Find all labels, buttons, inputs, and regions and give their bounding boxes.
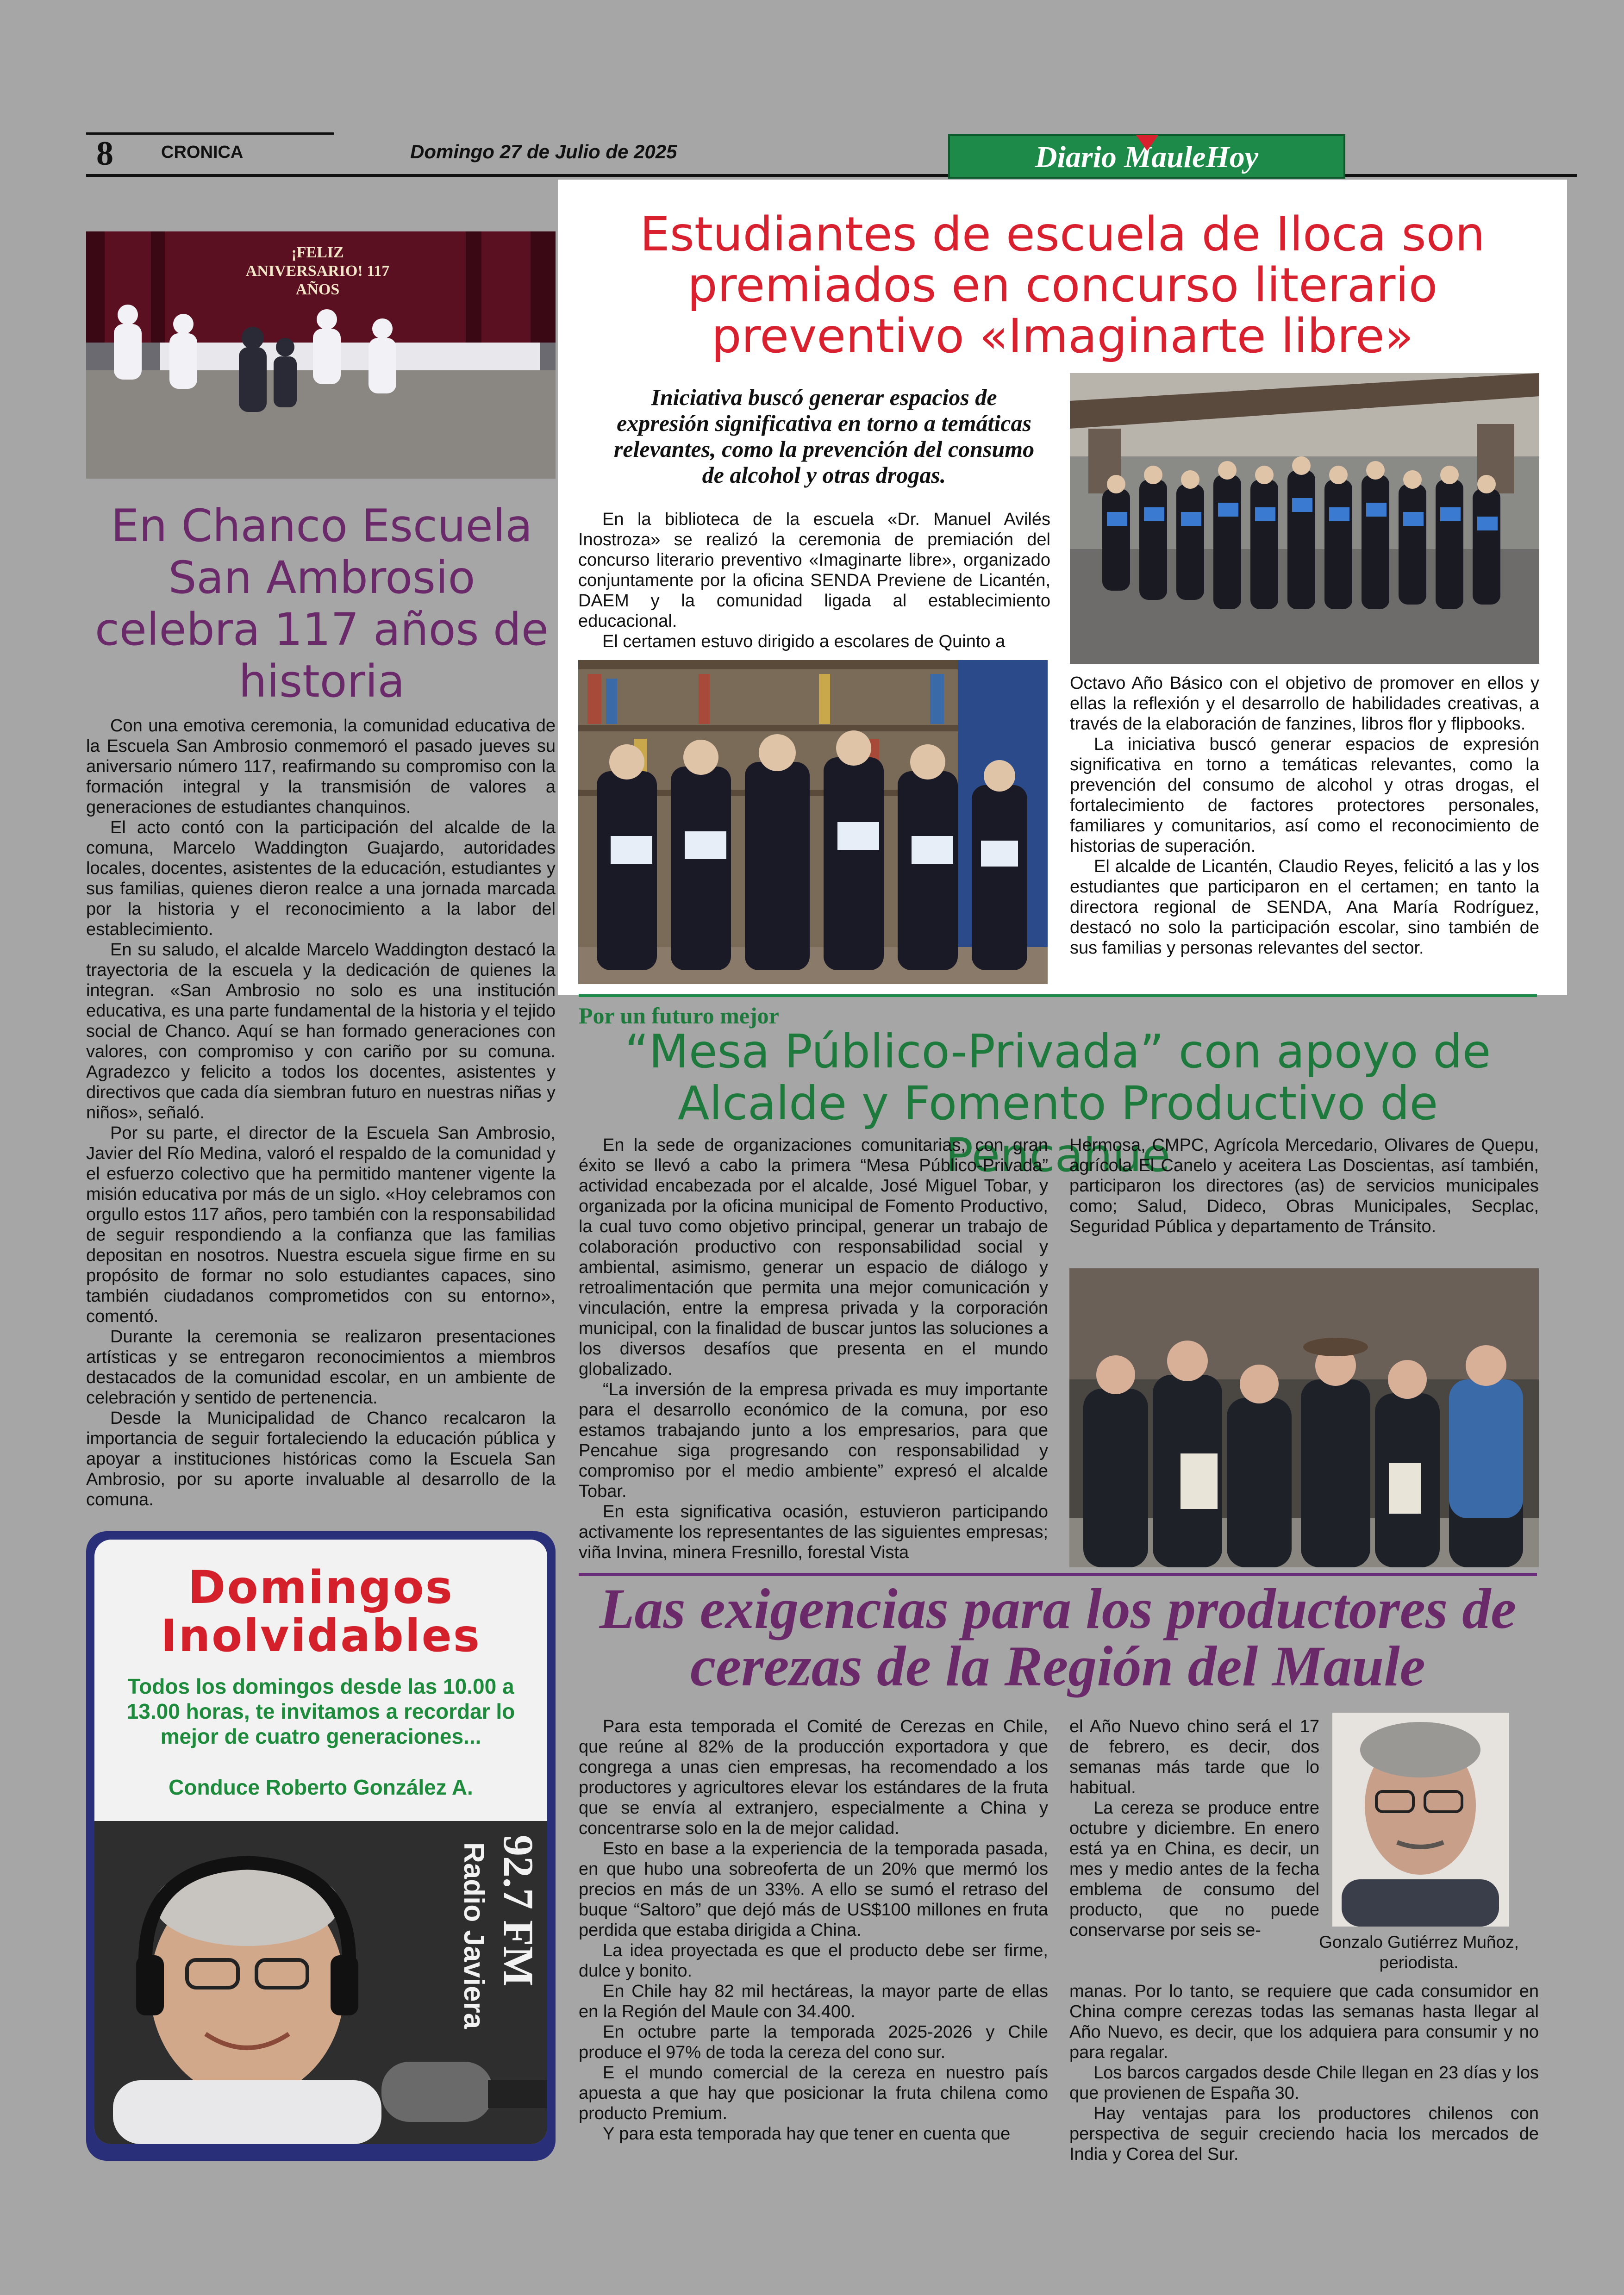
masthead-triangle-icon <box>1136 135 1158 151</box>
pencahue-group-photo <box>1069 1268 1539 1567</box>
green-divider-rule <box>579 994 1537 997</box>
iloca-paragraph: En la biblioteca de la escuela «Dr. Manuel Avilés Inostroza» se realizó la ceremonia de premiación del concurso literario preventivo «Imaginarte libre», organizado conjuntamente por la oficina SENDA Previene de Licantén, DAEM y la comunidad ligada al establecimiento educacional. <box>578 510 1050 631</box>
iloca-paragraph: La iniciativa buscó generar espacios de expresión significativa en torno a temáticas relevantes, como la prevención del consumo de alcohol y otras drogas, el fortalecimiento de factores protectores personales, familiares y comunitarios, así como el reconocimiento de historias de superación. <box>1070 735 1539 856</box>
chanco-body <box>86 716 556 1510</box>
iloca-headline: Estudiantes de escuela de Iloca son premiados en concurso literario preventivo «Imaginarte libre» <box>640 207 1485 364</box>
chanco-celebration-photo <box>86 231 556 479</box>
cerezas-body-right-narrow <box>1069 1716 1319 1940</box>
masthead-box <box>948 134 1345 179</box>
chanco-paragraph: Con una emotiva ceremonia, la comunidad educativa de la Escuela San Ambrosio conmemoró el pasado jueves su aniversario número 117, reafirmando su compromiso con la formación integral y la transmisión de valores a generaciones de estudiantes chanquinos. <box>86 716 556 817</box>
page-number: 8 <box>96 135 113 173</box>
cerezas-paragraph: La idea proyectada es que el producto debe ser firme, dulce y bonito. <box>579 1941 1048 1981</box>
pencahue-paragraph: Hermosa, CMPC, Agrícola Mercedario, Olivares de Quepu, agrícola El Canelo y aceitera Las Doscientas, así también, participaron los directores (as) de servicios municipales como; Salud, Dideco, Obras Municipales, Secplac, Seguridad Pública y departamento de Tránsito. <box>1069 1135 1539 1236</box>
issue-date: Domingo 27 de Julio de 2025 <box>410 141 677 162</box>
cerezas-body-right-wide <box>1069 1981 1539 2164</box>
cerezas-paragraph: Esto en base a la experiencia de la temporada pasada, en que hubo una sobreoferta de un 20% que mermó los precios en más de un 33%. A ello se sumó el retraso del buque “Saltoro” que dejó más de US$100 millones en fruta perdida que estaba dirigida a China. <box>579 1839 1048 1940</box>
cerezas-paragraph: E el mundo comercial de la cereza en nuestro país apuesta a que hay que posicionar la fruta chilena como producto Premium. <box>579 2063 1048 2123</box>
pencahue-body-right <box>1069 1135 1539 1237</box>
chanco-photo-banner: ¡FELIZ ANIVERSARIO! 117 AÑOS <box>245 244 390 298</box>
cerezas-paragraph: manas. Por lo tanto, se requiere que cada consumidor en China compre cerezas todas las semanas hasta llegar al Año Nuevo, es decir, que los adquiera para consumir y no para regalar. <box>1069 1982 1539 2062</box>
cerezas-body-left <box>579 1716 1048 2144</box>
pencahue-kicker: Por un futuro mejor <box>579 1003 779 1029</box>
pencahue-paragraph: En esta significativa ocasión, estuvieron participando activamente los representantes de las siguientes empresas; viña Invina, minera Fresnillo, forestal Vista <box>579 1502 1048 1562</box>
iloca-body-left <box>578 509 1050 652</box>
cerezas-paragraph: Los barcos cargados desde Chile llegan en 23 días y los que provienen de España 30. <box>1069 2063 1539 2103</box>
cerezas-paragraph: Y para esta temporada hay que tener en cuenta que <box>603 2124 1011 2144</box>
pencahue-headline: “Mesa Público-Privada” con apoyo de Alcalde y Fomento Productivo de Pencahue <box>625 1024 1491 1182</box>
ad-inner-panel <box>94 1540 547 2144</box>
iloca-lead: Iniciativa buscó generar espacios de expresión significativa en torno a temáticas relevantes, como la prevención del consumo de alcohol y otras drogas. <box>613 384 1035 488</box>
pencahue-paragraph: En la sede de organizaciones comunitarias, con gran éxito se llevó a cabo la primera “Mesa Público-Privada” actividad encabezada por el alcalde, José Miguel Tobar, y organizada por la oficina municipal de Fomento Productivo, la cual tuvo como objetivo principal, generar un trabajo de colaboración productivo con responsabilidad social y ambiental, asimismo, generar un espacio de diálogo y retroalimentación que permita una mejor comunicación y vinculación, entre la empresa privada y la corporación municipal, con la finalidad de buscar juntos las soluciones a los diversos desafíos que presenta en el mundo globalizado. <box>579 1135 1048 1379</box>
cerezas-paragraph: el Año Nuevo chino será el 17 de febrero, es decir, dos semanas más tarde que lo habitual. <box>1069 1717 1319 1797</box>
ad-host: Conduce Roberto González A. <box>169 1775 473 1799</box>
chanco-paragraph: Desde la Municipalidad de Chanco recalcaron la importancia de seguir fortaleciendo la educación pública y apoyar a instituciones históricas como la Escuela San Ambrosio, por su aporte invaluable al desarrollo de la comuna. <box>86 1409 556 1509</box>
chanco-paragraph: Por su parte, el director de la Escuela San Ambrosio, Javier del Río Medina, valoró el respaldo de la comunidad y el esfuerzo colectivo que ha permitido mantener vigente la misión educativa por más de un siglo. «Hoy celebramos con orgullo estos 117 años, pero también con la responsabilidad de seguir respondiendo a la confianza que las familias depositan en nosotros. Nuestra escuela sigue firme en su propósito de formar no solo estudiantes capaces, sino también ciudadanos comprometidos con su entorno», comentó. <box>86 1123 556 1326</box>
iloca-group-photo <box>1070 373 1539 664</box>
chanco-paragraph: El acto contó con la participación del alcalde de la comuna, Marcelo Waddington Guajardo, autoridades locales, docentes, asistentes de la educación, estudiantes y sus familias, quienes dieron realce a una jornada marcada por la historia y el reconocimiento a la labor del establecimiento. <box>86 818 556 939</box>
iloca-paragraph: Octavo Año Básico con el objetivo de promover en ellos y ellas la reflexión y el desarrollo de habilidades creativas, a través de la elaboración de fanzines, libros flor y flipbooks. <box>1070 674 1539 734</box>
iloca-body-right <box>1070 673 1539 958</box>
ad-title-line2: Inolvidables <box>161 1610 481 1662</box>
ad-title-line1: Domingos <box>188 1561 454 1614</box>
cerezas-paragraph: Para esta temporada el Comité de Cerezas en Chile, que reúne al 82% de la producción exportadora y que congrega a unas cien empresas, ha recomendado a los productores y agricultores elevar los estándares de la fruta que se envía al extranjero, especialmente a China y concentrarse solo en la de mejor calidad. <box>579 1717 1048 1838</box>
iloca-paragraph: El alcalde de Licantén, Claudio Reyes, felicitó a las y los estudiantes que participaron en el certamen; en tanto la directora regional de SENDA, Ana María Rodríguez, destacó no solo la participación escolar, sino también de sus familias y personas relevantes del sector. <box>1070 857 1539 958</box>
cerezas-paragraph: La cereza se produce entre octubre y diciembre. En enero está ya en China, es decir, un mes y medio antes de la fecha emblema de consumo del producto, que no puede conservarse por seis se- <box>1069 1798 1319 1940</box>
iloca-paragraph: El certamen estuvo dirigido a escolares de Quinto a <box>602 632 1006 651</box>
header-top-rule <box>86 132 334 135</box>
cerezas-paragraph: En octubre parte la temporada 2025-2026 y Chile produce el 97% de toda la cereza del cono sur. <box>579 2022 1048 2062</box>
header-bottom-rule <box>86 174 1577 177</box>
masthead-title: Diario MauleHoy <box>1035 140 1259 174</box>
ad-host-photo <box>94 1821 547 2144</box>
ad-station-name: Radio Javiera <box>458 1842 490 2029</box>
section-name: CRONICA <box>161 143 244 162</box>
cerezas-headline: Las exigencias para los productores de cerezas de la Región del Maule <box>599 1577 1517 1698</box>
chanco-paragraph: En su saludo, el alcalde Marcelo Waddington destacó la trayectoria de la escuela y la dedicación de quienes la integran. «San Ambrosio no solo es una institución educativa, es una parte fundamental de la historia y el tejido social de Chanco. Aquí se han formado generaciones con valores, con compromiso y con cariño por su comuna. Agradezco y felicito a todos los docentes, asistentes y directivos que cada día siembran futuro en nuestras niñas y niños», señaló. <box>86 940 556 1123</box>
cerezas-paragraph: Hay ventajas para los productores chilenos con perspectiva de seguir creciendo hacia los mercados de India y Corea del Sur. <box>1069 2104 1539 2164</box>
article-iloca <box>558 180 1567 995</box>
pencahue-paragraph: “La inversión de la empresa privada es muy importante para el desarrollo económico de la comuna, por eso estamos trabajando junto a los empresarios, para que Pencahue siga progresando con responsabilidad y compromiso por el medio ambiente” expresó el alcalde Tobar. <box>579 1380 1048 1501</box>
cerezas-paragraph: En Chile hay 82 mil hectáreas, la mayor parte de ellas en la Región del Maule con 34.400. <box>579 1982 1048 2021</box>
columnist-caption: Gonzalo Gutiérrez Muñoz, periodista. <box>1319 1933 1519 1972</box>
chanco-headline: En Chanco Escuela San Ambrosio celebra 117 años de historia <box>94 500 549 707</box>
ad-subtitle: Todos los domingos desde las 10.00 a 13.00 horas, te invitamos a recordar lo mejor de cuatro generaciones... <box>126 1674 515 1748</box>
columnist-portrait <box>1332 1713 1509 1927</box>
chanco-paragraph: Durante la ceremonia se realizaron presentaciones artísticas y se entregaron reconocimientos a miembros destacados de la comunidad escolar, en un ambiente de celebración y sentido de pertenencia. <box>86 1327 556 1408</box>
pencahue-body-left <box>579 1135 1048 1563</box>
purple-divider-rule <box>579 1573 1537 1576</box>
iloca-library-photo <box>578 660 1048 984</box>
ad-station-frequency: 92.7 FM <box>495 1835 542 1987</box>
radio-advertisement <box>86 1531 556 2161</box>
